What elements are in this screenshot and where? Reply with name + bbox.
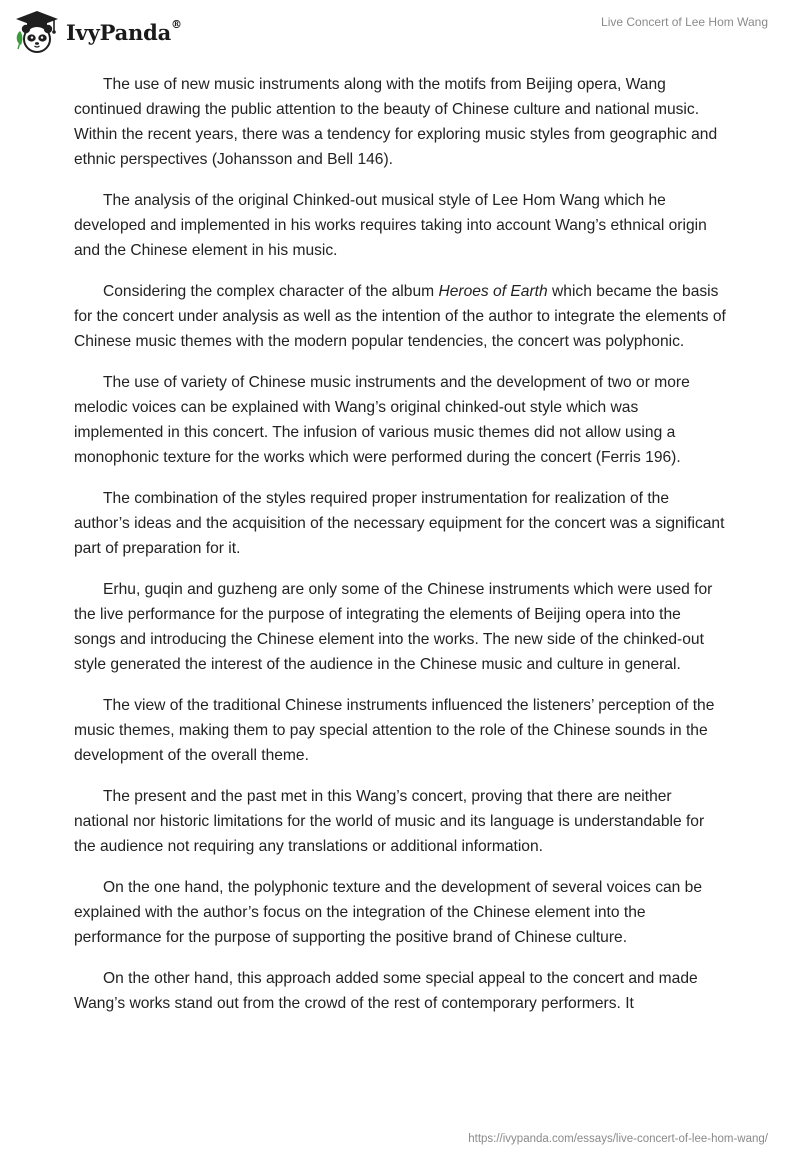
paragraph: The present and the past met in this Wang’s concert, proving that there are neither national nor historic limitations for the world of music and its language is understandable for the audience not requiring any translations or additional information.	[74, 788, 705, 855]
page-header	[0, 0, 800, 60]
paragraph: Considering the complex character of the album Heroes of Earth which became the basis for the concert under analysis as well as the intention of the author to integrate the elements of Chinese music themes with the modern popular tendencies, the concert was polyphonic.	[74, 283, 726, 350]
source-url[interactable]: https://ivypanda.com/essays/live-concert-of-lee-hom-wang/	[468, 1133, 768, 1145]
paragraph: Erhu, guqin and guzheng are only some of the Chinese instruments which were used for the live performance for the purpose of integrating the elements of Beijing opera into the songs and introducing the Chinese element into the works. The new side of the chinked-out style generated the interest of the audience in the Chinese music and culture in general.	[74, 581, 713, 673]
paragraph: On the other hand, this approach added some special appeal to the concert and made Wang’s works stand out from the crowd of the rest of contemporary performers. It	[74, 970, 698, 1012]
document-title: Live Concert of Lee Hom Wang	[601, 15, 768, 29]
essay-body	[74, 72, 726, 1032]
ivypanda-logo[interactable]	[14, 8, 182, 56]
paragraph: The use of new music instruments along with the motifs from Beijing opera, Wang continued drawing the public attention to the beauty of Chinese culture and national music. Within the recent years, there was a tendency for exploring music styles from geographic and ethnic perspectives (Johansson and Bell 146).	[74, 76, 718, 168]
paragraph: The view of the traditional Chinese instruments influenced the listeners’ perception of the music themes, making them to pay special attention to the role of the Chinese sounds in the development of the overall theme.	[74, 697, 715, 764]
paragraph: The use of variety of Chinese music instruments and the development of two or more melodic voices can be explained with Wang’s original chinked-out style which was implemented in this concert. The infusion of various music themes did not allow using a monophonic texture for the works which were performed during the concert (Ferris 196).	[74, 374, 690, 466]
paragraph: The analysis of the original Chinked-out musical style of Lee Hom Wang which he developed and implemented in his works requires taking into account Wang’s ethnical origin and the Chinese element in his music.	[74, 192, 707, 259]
panda-graduate-icon	[14, 9, 60, 55]
album-title: Heroes of Earth	[438, 283, 548, 300]
paragraph: On the one hand, the polyphonic texture and the development of several voices can be explained with the author’s focus on the integration of the Chinese element into the performance for the purpose of supporting the positive brand of Chinese culture.	[74, 879, 703, 946]
paragraph: The combination of the styles required proper instrumentation for realization of the author’s ideas and the acquisition of the necessary equipment for the concert was a significant part of preparation for it.	[74, 490, 725, 557]
brand-name: IvyPanda®	[66, 17, 182, 45]
